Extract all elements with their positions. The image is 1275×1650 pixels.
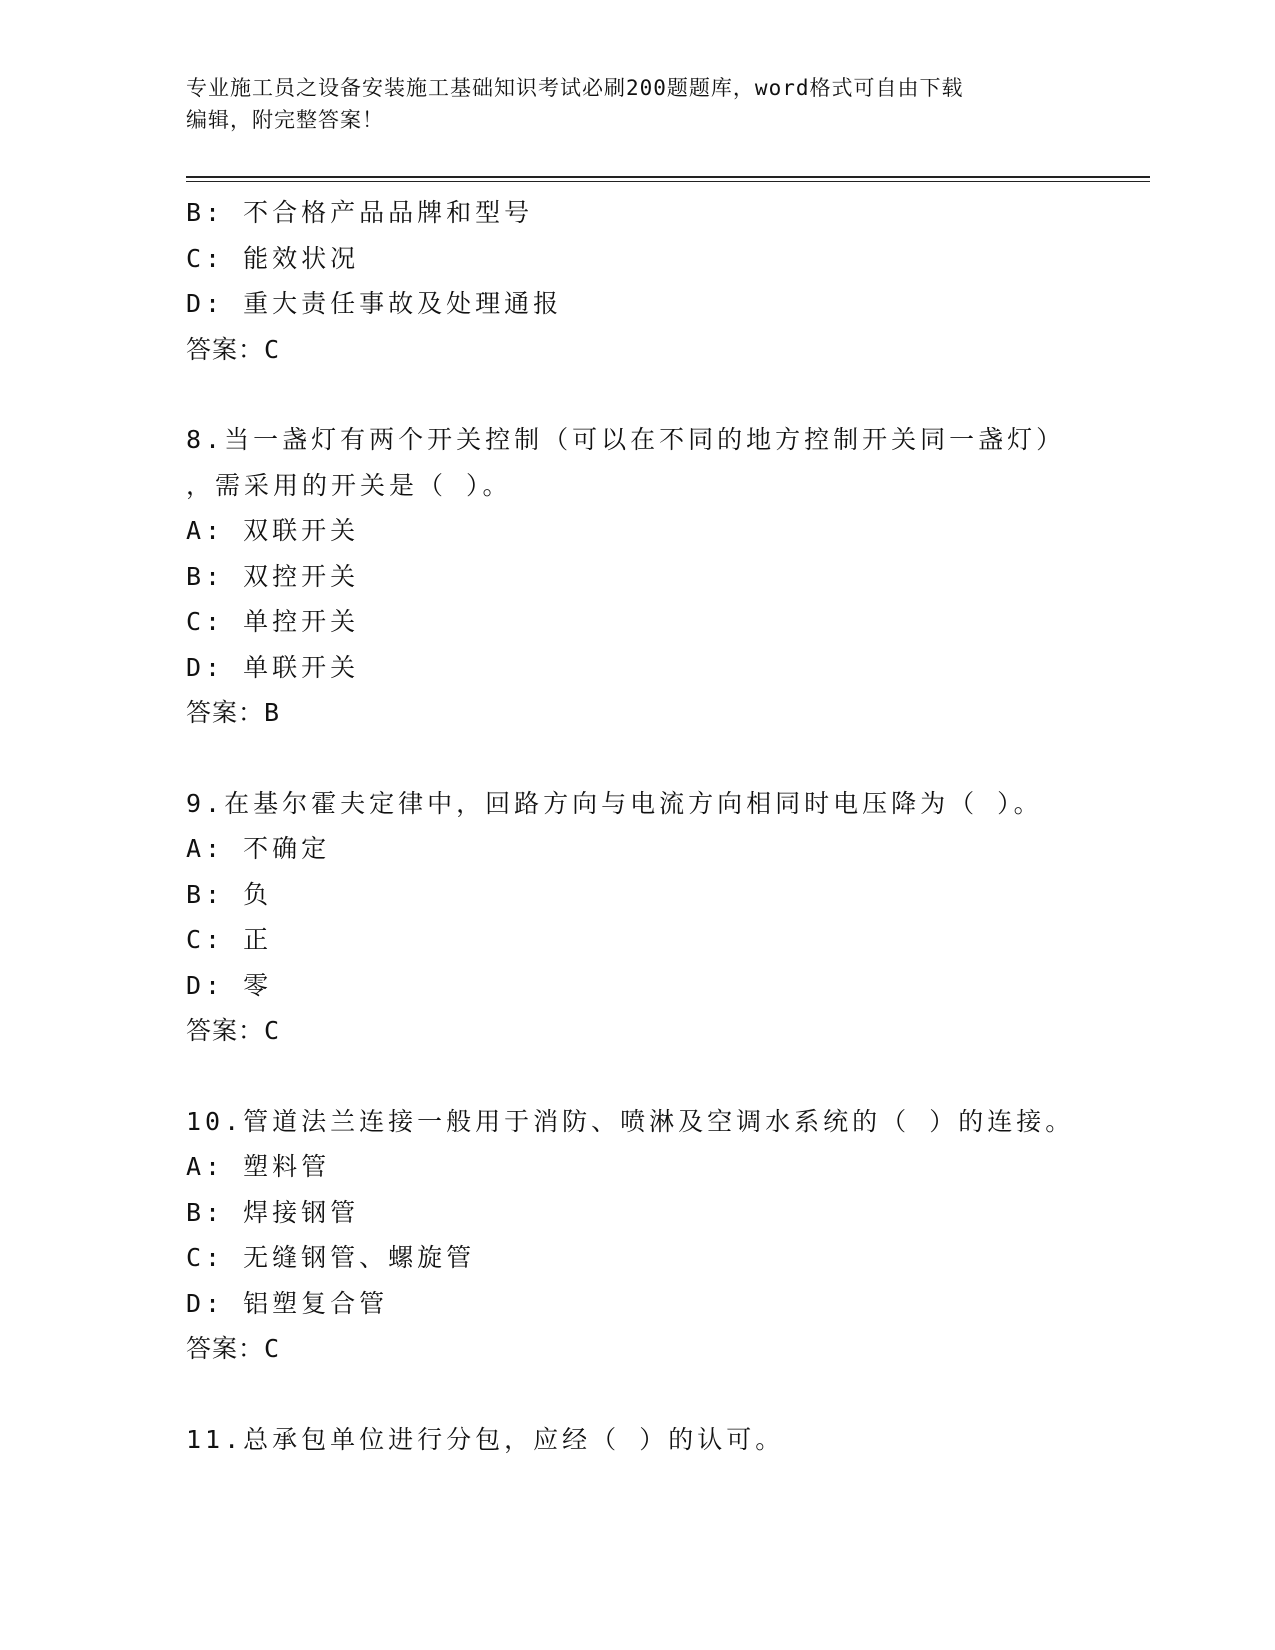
header-line-2: 编辑，附完整答案！ (186, 108, 384, 132)
option-d: D: 零 (186, 970, 273, 1000)
option-d: D: 铝塑复合管 (186, 1288, 389, 1318)
question-10 (186, 1099, 1126, 1372)
option-a: A: 塑料管 (186, 1152, 331, 1181)
question-text-cont: ，需采用的开关是（ ）。 (186, 470, 512, 500)
option-c: C: 无缝钢管、螺旋管 (186, 1243, 476, 1272)
option-c: C: 正 (186, 925, 273, 954)
option-a: A: 双联开关 (186, 516, 360, 545)
option-a: A: 不确定 (186, 834, 331, 863)
option-b: B: 负 (186, 879, 273, 909)
header-rule-thick (186, 176, 1150, 178)
document-header (186, 72, 1066, 136)
question-9 (186, 781, 1126, 1054)
answer: 答案：C (186, 1334, 281, 1363)
header-line-1: 专业施工员之设备安装施工基础知识考试必刷200题题库，word格式可自由下载 (186, 76, 964, 100)
answer: 答案：C (186, 334, 281, 364)
question-text: 10.管道法兰连接一般用于消防、喷淋及空调水系统的（ ）的连接。 (186, 1106, 1075, 1136)
option-d: D: 单联开关 (186, 652, 360, 682)
question-11 (186, 1417, 1126, 1463)
question-text: 8.当一盏灯有两个开关控制（可以在不同的地方控制开关同一盏灯） (186, 425, 1066, 454)
option-c: C: 单控开关 (186, 607, 360, 636)
question-8 (186, 417, 1126, 736)
answer: 答案：B (186, 698, 281, 727)
option-b: B: 焊接钢管 (186, 1197, 360, 1227)
document-body (186, 190, 1126, 1462)
option-b: B: 不合格产品品牌和型号 (186, 198, 534, 227)
option-b: B: 双控开关 (186, 561, 360, 591)
previous-question-tail (186, 190, 1126, 372)
question-text: 11.总承包单位进行分包，应经（ ）的认可。 (186, 1424, 785, 1454)
option-c: C: 能效状况 (186, 243, 360, 273)
question-text: 9.在基尔霍夫定律中，回路方向与电流方向相同时电压降为（ ）。 (186, 788, 1043, 818)
option-d: D: 重大责任事故及处理通报 (186, 289, 563, 318)
header-rule-thin (186, 181, 1150, 182)
answer: 答案：C (186, 1016, 281, 1045)
